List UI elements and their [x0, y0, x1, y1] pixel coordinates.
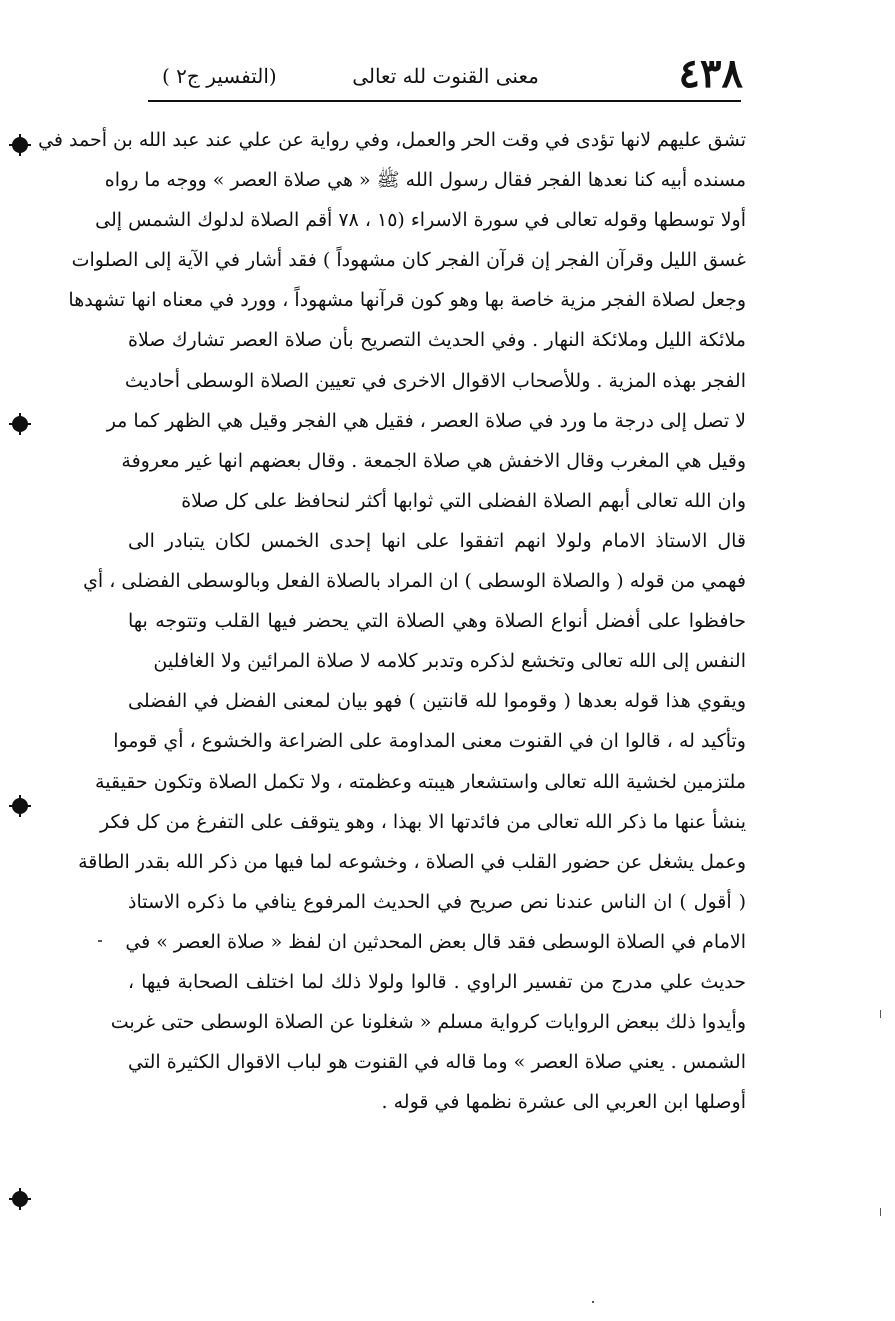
- text-line: ملائكة الليل وملائكة النهار . وفي الحديث التصريح بأن صلاة العصر تشارك صلاة: [128, 329, 746, 352]
- text-line: حديث علي مدرج من تفسير الراوي . قالوا ولولا ذلك لما اختلف الصحابة فيها ،: [128, 970, 746, 993]
- text-line: وقيل هي المغرب وقال الاخفش هي صلاة الجمعة . وقال بعضهم انها غير معروفة: [121, 449, 746, 472]
- text-line: وتأكيد له ، قالوا ان في القنوت معنى المداومة على الضراعة والخشوع ، أي قوموا: [113, 730, 746, 753]
- header-rule: [148, 100, 741, 102]
- text-line: حافظوا على أفضل أنواع الصلاة وهي الصلاة التي يحضر فيها القلب وتتوجه بها: [128, 610, 746, 633]
- binding-hole-mark: [14, 139, 26, 151]
- text-line: ( أقول ) ان الناس عندنا نص صريح في الحديث المرفوع ينافي ما ذكره الاستاذ: [128, 890, 746, 913]
- text-line: الفجر بهذه المزية . وللأصحاب الاقوال الاخرى في تعيين الصلاة الوسطى أحاديث: [124, 369, 746, 392]
- binding-hole-mark: [14, 800, 26, 812]
- text-line: وان الله تعالى أبهم الصلاة الفضلى التي ثوابها أكثر لنحافظ على كل صلاة: [181, 489, 746, 512]
- binding-hole-mark: [14, 418, 26, 430]
- running-title: معنى القنوت لله تعالى: [352, 64, 539, 88]
- text-line: ملتزمين لخشية الله تعالى واستشعار هيبته وعظمته ، ولا تكمل الصلاة وتكون حقيقية: [95, 770, 746, 793]
- body-text: [38, 120, 746, 1122]
- scan-speck: [98, 940, 102, 942]
- text-line: قال الاستاذ الامام ولولا انهم اتفقوا على انها إحدى الخمس لكان يتبادر الى: [128, 529, 746, 552]
- page-number: ٤٣٨: [678, 50, 743, 97]
- book-title: (التفسير ج٢ ): [162, 64, 277, 88]
- text-line: أوصلها ابن العربي الى عشرة نظمها في قوله .: [381, 1091, 746, 1114]
- scan-speck: [592, 1301, 594, 1303]
- text-line: الشمس . يعني صلاة العصر » وما قاله في القنوت هو لباب الاقوال الكثيرة التي: [128, 1051, 746, 1074]
- text-line: ويقوي هذا قوله بعدها ( وقوموا لله قانتين ) فهو بيان لمعنى الفضل في الفضلى: [128, 690, 746, 713]
- text-line: ينشأ عنها ما ذكر الله تعالى من فائدتها الا بهذا ، وهو يتوقف على التفرغ من كل فكر: [100, 810, 746, 833]
- binding-hole-mark: [14, 1193, 26, 1205]
- text-line: وأيدوا ذلك ببعض الروايات كرواية مسلم « شغلونا عن الصلاة الوسطى حتى غربت: [110, 1011, 746, 1034]
- text-line: النفس إلى الله تعالى وتخشع لذكره وتدبر كلامه لا صلاة المرائين ولا الغافلين: [153, 650, 746, 673]
- text-line: تشق عليهم لانها تؤدى في وقت الحر والعمل، وفي رواية عن علي عند عبد الله بن أحمد في: [38, 129, 746, 151]
- text-line: لا تصل إلى درجة ما ورد في صلاة العصر ، فقيل هي الفجر وقيل هي الظهر كما مر: [106, 409, 746, 432]
- text-line: وجعل لصلاة الفجر مزية خاصة بها وهو كون قرآنها مشهوداً ، وورد في معناه انها تشهدها: [68, 289, 746, 312]
- scan-speck: [880, 1208, 881, 1216]
- text-line: الامام في الصلاة الوسطى فقد قال بعض المحدثين ان لفظ « صلاة العصر » في: [125, 930, 746, 953]
- scan-speck: [880, 1010, 881, 1018]
- text-line: فهمي من قوله ( والصلاة الوسطى ) ان المراد بالصلاة الفعل وبالوسطى الفضلى ، أي: [83, 570, 746, 593]
- page-header: [148, 52, 743, 100]
- text-line: غسق الليل وقرآن الفجر إن قرآن الفجر كان مشهوداً ) فقد أشار في الآية إلى الصلوات: [71, 249, 746, 272]
- text-line: أولا توسطها وقوله تعالى في سورة الاسراء (١٥ ، ٧٨ أقم الصلاة لدلوك الشمس إلى: [95, 209, 746, 232]
- text-line: وعمل يشغل عن حضور القلب في الصلاة ، وخشوعه لما فيها من ذكر الله بقدر الطاقة: [78, 850, 746, 873]
- text-line: مسنده أبيه كنا نعدها الفجر فقال رسول الله ﷺ « هي صلاة العصر » ووجه ما رواه: [104, 169, 746, 192]
